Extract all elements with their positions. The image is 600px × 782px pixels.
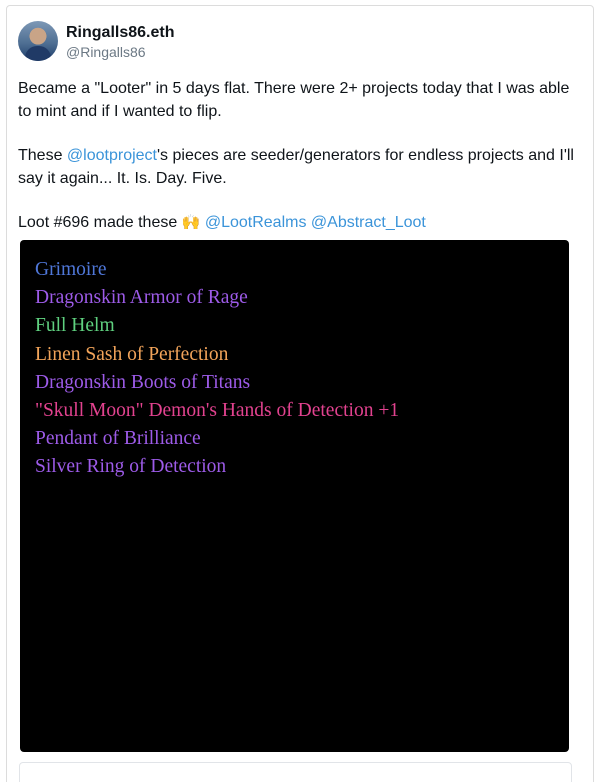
avatar[interactable] [18,21,58,61]
tweet-paragraph-2 [18,144,578,190]
handle[interactable]: @Ringalls86 [66,43,146,60]
quoted-tweet[interactable] [19,762,572,782]
loot-item: Dragonskin Armor of Rage [35,287,248,309]
text-segment: Loot #696 made these [18,214,182,231]
author-names [66,24,174,59]
text-segment: These [18,147,67,164]
mention-abstract-loot[interactable]: @Abstract_Loot [310,214,426,231]
loot-item: Linen Sash of Perfection [35,343,229,365]
raising-hands-icon: 🙌 [181,214,201,231]
loot-item: "Skull Moon" Demon's Hands of Detection +1 [35,400,400,422]
loot-item: Dragonskin Boots of Titans [35,371,251,393]
tweet-header [18,21,174,61]
loot-image[interactable] [20,240,569,752]
mention-lootproject[interactable]: @lootproject [66,147,157,164]
loot-item: Silver Ring of Detection [35,456,227,478]
loot-item: Pendant of Brilliance [35,428,201,450]
display-name[interactable]: Ringalls86.eth [66,23,175,41]
loot-item: Full Helm [35,315,115,337]
tweet-paragraph-3 [18,211,578,234]
loot-item-list [35,256,399,482]
tweet-paragraph-1: Became a "Looter" in 5 days flat. There were 2+ projects today that I was able to mint and if I wanted to flip. [18,80,570,120]
loot-item: Grimoire [35,259,107,280]
text-segment: 's pieces are seeder/generators for endless projects and I'll say it again... It. Is. Day. Five. [18,147,574,187]
mention-lootrealms[interactable]: @LootRealms [204,214,307,231]
tweet-text [18,77,578,234]
